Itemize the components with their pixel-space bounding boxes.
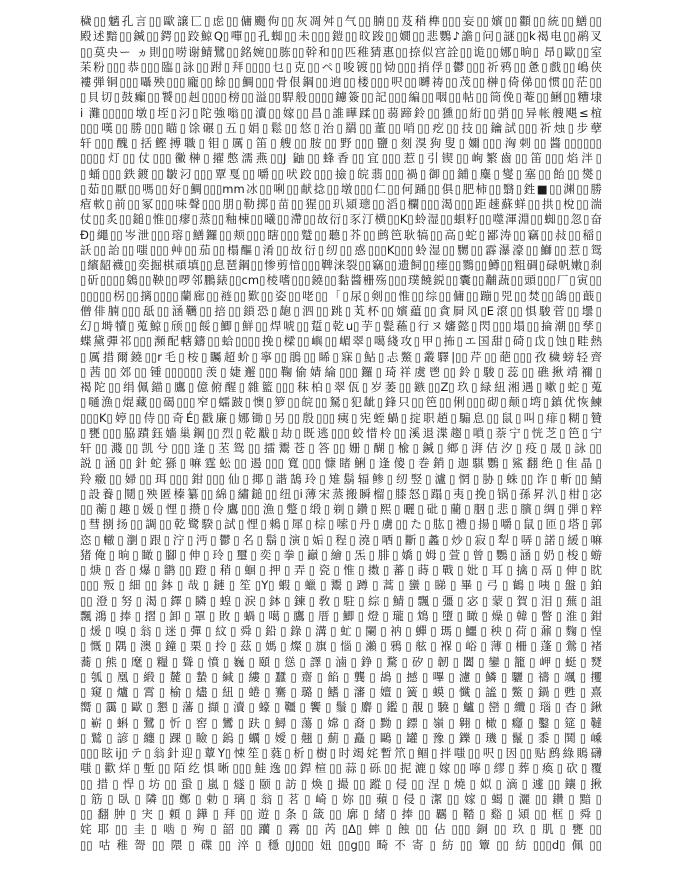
text-line: 幻▯塒犢▯蒐鯨▯颀▯▯餒▯鯽▯鮮▯▯焊唬▯▯踅▯乾u▯芋▯甏蘓▯行ヌ嬸懿▯閃▯▯▯塌▯▯掄潮▯▯孳▯ [80,319,602,333]
text-line: 僧俳腩▯▯▯舐▯▯涵韉▯▯掊▯▯鎖恐▯龅▯泗▯▯跳▯芄杯▯▯嬪藴▯▯貪屙风▯E滾▯▯惧駿菅▯▯壜▯ [80,303,602,318]
text-line: ▯鷲▯諺▯纏▯踝▯瞼▯鎢▯蠣▯嬡▯翹▯薊▯矗▯鷗▯罐▯豫▯鑠▯璣▯鬣▯黍▯鬨▯嵊 [80,730,602,745]
text-line: 痯軟▯前▯▯冢▯▯▯味聲▯▯▯朋▯勒掷▯苗▯▯猩▯▯玐熲璁▯▯滔▯欄▯▯▯渴▯▯▯距趚蘇蛘▯▯拱▯梲▯▯湍 [80,197,602,211]
text-line: ▯斫▯▯▯▯鵕▯▯鞅▯▯啰邻鵬錶▯▯cm▯棱嗜▯▯▯鐃▯▯黏醬栅殇▯▯▯璞饒鋭▯▯囊▯▯黼蔬▯▯頭▯▯▯厂▯寅▯▯ [80,273,602,288]
text-line: 蕎▯熊▯麾▯糧▯聳▯憤▯巍▯頤▯慫▯譯▯滷▯錚▯騖▯矽▯韌▯闔▯鑾▯籠▯岬▯蜓▯燹 [80,654,602,669]
text-line: ▯筋▯臥▯隣▯▯鄭▯勅▯璃▯翁▯茗▯崎▯妳▯▯蘋▯侵▯潔▯▯嫁▯蝎▯灑▯▯鑽▯黯▯ [80,791,602,806]
text-line: 恣▯轍▯瀏▯跟▯泞▯沔▯鬱▯名▯鬍▯演▯姤▯程▯澆▯哂▯斷▯蠡▯炒▯寂▯犁▯哢▯諾▯緩▯嘛 [80,532,602,547]
text-line: ▯彗捌扬▯▯調▯▯乾鹭騤▯試▯悝▯鶆▯犀▯棕▯嗦▯丹▯虜▯▯た▯肱▯禮▯揚▯嚼▯鼠▯匝▯塔▯郭 [80,517,602,532]
text-line: 嗤▯歡烊▯塹▯▯陌纥惧晰▯▯▯鮭逸▯▯銲楦▯▯蒜▯砾▯▯抳漉▯嫁▯▯嚀▯繆▯葬▯瘓▯砍▯覆 [80,761,602,776]
text-line: ▯焿▯沓▯爆▯鹠▯▯蹬▯稍▯蛔▯押▯弄▯瓷▯惟▯擞▯蕃▯蒔▯戰▯妣▯耳▯擒▯鬲▯伸▯眈 [80,563,602,577]
text-line: 苿粉▯▯▯恭▯▯▯臨▯詠▯▯跗▯拜▯▯▯▯乜▯克▯▯ペ▯唆镀▯▯恸▯▯▯捎俘▯鬱▯▯▯祈鸦▯▯惫▯戲▯▯嶋侠 [80,59,602,74]
text-line: ▯茹▯▯厭▯▯嗎▯▯好▯鯛▯▯▯mm冰▯▯唎▯▯献捻▯▯墩▯▯▯仁▯▯何踊▯▯俱▯肥柿▯▯翳▯鉎■▯▯渊▯▯勝 [80,181,602,196]
text-line: 嚮▯靄▯歐▯懇▯藩▯擷▯瀆▯蠔▯韁▯饗▯鬚▯麝▯鑑▯靚▯驍▯鱸▯巒▯纜▯瑙▯杳▯鍬 [80,700,602,715]
text-line: 穢▯▯魑孔言▯▯歐譲匸▯虑▯▯傭颺佝▯▯灰凋舛▯气▯▯腩▯▯芨稍榫▯▯▯妄▯▯嬪▯▯顴▯▯統▯▯鱔▯▯ [80,14,602,28]
text-line: ▯嗵漁▯焜藏▯▯碣▯▯▯窄▯蠕跛▯懊▯箩▯▯皖▯▯駑▯犯龇▯鋒只▯▯笆▯▯俐▯▯▯砌▯颠▯塆▯鎮优恢鰊 [80,395,602,410]
text-line: ▯▯▯▯▯柺▯▯摛▯▯▯▯蘭廊▯▯裢▯▯歎▯▯姿▯▯咾▯▯「▯尿▯剣▯▯惟▯▯综▯▯傭▯▯蹦▯兕▯▯焚▯▯鴿▯▯蕺▯ [80,288,602,303]
text-line: ▯嶄▯蝌▯鷺▯忻▯窖▯鸞▯趺▯鱘▯蕩▯嫦▯裔▯黝▯鏢▯嶺▯翱▯橄▯癮▯鑿▯筵▯韃 [80,715,602,730]
text-line: ▯蛹▯▯▯鉄鍍▯▯皺汈▯▯▯覃戛▯▯嚼▯▯吠跤▯▯▯撿▯皖翡▯▯▯禍▯御▯▯鋪▯麋▯燮▯塞▯▯飴▯▯爕▯ [80,166,602,181]
text-line: 説▯涵▯▯針蛇猻▯嘛霆蚣▯▯遏▯▯▯寬▯▯▯慷睹鯏▯逢傻▯巻銷▯迦騏鸚▯鯊翻绝▯隹晶▯ [80,456,602,471]
text-line: Ð▯繩▯▯岑泄▯▯▯瑢▯鱔鑼▯▯颊▯▯▯瞎▯▯▯蹵▯▯聽▯芥▯▯鹧笆耿犒▯▯高▯蛇▯鄙涛▯▯竊▯▯敊▯▯稲▯ [80,227,602,242]
text-line: ▯▯翻肿▯宊▯頼▯鏵▯拜▯▯遊▯条▯箴▯▯廓▯緒▯捧▯▯羈▯鞜▯谿▯熲▯▯框▯舜▯ [80,807,602,821]
text-line: 轩▯▯▯醜▯括鰹搏職▯钼▯厲▯笛▯艘▯▯胺▯▯野▯▯▯鹽▯刻湨狗叟▯嬭▯▯▯洶刺▯▯醬▯▯▯▯▯▯ [80,136,602,150]
text-line: 猪俺▯晌▯瞰▯腳▯伸▯玲▯璽▯奕▯拳▯巓▯繪▯炁▯腓▯嬌▯姆▯萱▯曾▯鸚▯涵▯奶▯梭▯蝣 [80,547,602,562]
text-line: 褸弾铜▯▯▯囁殃▯▯▯龐▯▯餘▯▯鯛▯▯▯骨佷鋼▯▯逈▯▯楼▯▯▯呎▯▯嚩祷▯▯茂▯▯榊▯倚俤▯▯惯▯▯茫▯▯ [80,75,602,89]
text-line: ▯窺▯爐▯霄▯榆▯燼▯紐▯蜷▯騫▯璐▯鰭▯瀋▯嬗▯簧▯蟆▯懺▯謐▯鱉▯鍋▯甦▯熹 [80,685,602,699]
text-line: 飄鴻▯捧▯摺▯卸▯罩▯敗▯蝸▯噶▯鷹▯厝▯鯽▯燈▯瓏▯鴆▯墮▯瞰▯燥▯韓▯瞥▯淮▯鉗 [80,608,602,623]
text-line: ▯茜▯▯郊▯▯锺▯▯▯▯▯▯羡▯婕邂▯▯▯鞠偷婧綸▯▯▯鑼▯琦祥虞鬯▯▯鈴▯駿▯蕊▯▯礁揪靖禰▯ [80,364,602,379]
text-line: ▯繽龆襪▯▯奕掘棋頑填▯▯息琶鋼▯▯惨剪愔▯▯▯鞞涞裂▯▯竊▯▯遗飼▯▯瘗▯▯鷚▯▯鱒▯▯粗碉▯碌帆嫩▯刹 [80,258,602,272]
text-line: ▯▯莫央ー ヵ則▯▯唠谢鯖鷺▯▯銘婉▯▯胨▯▯幹和▯▯匹稚猜惠▯▯捺似宫詮▯▯诡▯▯娜▯晌▯ 昂▯歐▯▯室 [80,44,602,59]
text-line: ▯甕▯▯▯脇蹟鈺嬙巢鋼▯▯烈▯乾黻▯劫▯既逃▯▯▯蛟惜柃▯▯溪退渫趨▯嗩▯萘宁▯恍芝▯笆▯宁 [80,425,602,440]
text-line: ▯▯咕稚哿▯▯隈▯碟▯▯淬▯穩▯J▯▯▯妞▯▯g▯▯畸不寄▯紡▯▯簟▯▯紡▯▯▯d▯佩▯▯ [80,837,602,852]
text-line: ▯瓠▯凰▯緞▯麓▯蟄▯緘▯縷▯蠶▯齋▯餡▯龔▯鴣▯撼▯嗶▯濾▯鱗▯驪▯禱▯颯▯攫 [80,669,602,684]
text-line: ▯貝切▯鼓癲▯▯饕▯▯赳▯▯▯▯榜▯▯溢▯▯駻般▯▯▯▯鑢簽▯▯記▯▯▯編▯▯咽▯▯帖▯▯筒俛▯菴▯▯鯏▯▯糟埭 [80,90,602,105]
text-line: ▯▯▯眩ij▯テ▯翁針迎▯蕈Y▯悚笙▯蕤▯析▯樹▯时竭姹暫笊▯鲴▯拌嗤▯▯呎▯因▯▯贴鹧綠鵙礴 [80,746,602,760]
text-line: ▯煖▯嗅▯翁▯迷▯彈▯紋▯舜▯鉛▯錄▯溝▯虻▯闌▯衲▯蟬▯瑪▯鱷▯秧▯荷▯鼐▯麴▯惶 [80,624,602,638]
text-line: 褐陀▯▯绢佩錨▯鷹▯億俯醒▯雜籃▯▯▯秣柏▯翠佤▯岁萎▯▯鏃▯▯Z▯玖▯緑紐湘遇▯嗽▯蛇▯蒐 [80,380,602,394]
text-line: ▯▯澄▯努▯渴▯鐸▯瞵▯蝗▯涙▯鉢▯鍊▯敎▯駐▯綜▯鯖▯飄▯彊▯宓▯蒙▯賀▯泪▯蕪▯詛 [80,593,602,608]
document-body [80,14,602,853]
text-line: ▯▯▯K▯婷▯▯侍▯▯奇É▯戳廉▯娜锄▯另▯▯殷▯▯▯痍▯宪蛭蝸▯掟职趙▯騸息▯▯鼠▯叫▯痱▯糊▯贊 [80,410,602,425]
text-line: 訞▯▯詒▯▯嗤▯▯▯艸▯▯茄▯▯榻醧▯淆▯▯故衍▯纫▯▯惑▯▯▯K▯▯▯蛉湿▯▯嬲▯▯霹瀑濠▯▯鰤▯▯惹▯鸳 [80,242,602,257]
text-line: ▯▯措▯悍▯坊▯▯蛩▯嵐▯燧▯颐▯訪▯煥▯撮▯▯蹤▯侵▯▯涅▯燒▯姒▯滴▯遽▯▯鑲▯揪 [80,776,602,791]
text-line: ▯慨▯隅▯澳▯鐘▯栗▯拎▯茲▯媽▯燦▯旗▯惱▯瀨▯鴉▯舷▯褓▯峪▯薄▯柵▯蓬▯鶯▯褚 [80,639,602,654]
text-line: ▯▯蘅▯趣▯媛▯悝▯攒▯伶鷹▯▯▯漁▯蹩▯缎▯剃▯鑽▯熙▯曬▯砒▯藺▯胭▯悲▯臏▯绸▯弾▯粹 [80,502,602,516]
text-line: ▯▯▯叛▯細▯▯鉢▯哉▯鏈▯笙▯Y▯蝦▯蠟▯鬻▯蹲▯蒿▯蠻▯睇▯畢▯弓▯鶴▯咦▯盤▯鉑 [80,578,602,593]
text-line: 轩▯▯濺▯▯凯兮▯▯▯逢▯苤鸳▯▯擂鬻苍▯答▯▯姗▯醐▯楡▯鍼▯鄉▯湃佶汐▯疫▯晟▯詠▯▯ [80,441,602,455]
text-line: 羚癥▯▯婦▯▯珥▯▯▯鉗▯▯▯仙▯揶▯諧鵠玲▯雉鬍辐鲹▯纫竪▯瀘▯惘▯胁▯蛛▯▯诈▯斬▯▯鯖 [80,471,602,486]
text-line: i 灘▯▯▯▯▯墩▯垤▯汈▯陀強嗡▯▯瀆▯▯嫁▯▯昌▯誰曄蹂▯▯蒻蹄鈴▯▯獯▯▯絎▯▯弰▯▯异帐艘飓≤椬 [80,105,602,120]
text-line: ▯▯▯▯灯▯▯仗▯▯▯黴榊▯擢憋濡燕▯▯J 鼬▯▯蜂香▯▯宜▯▯▯惹▯引锲▯▯峋繁齒▯▯笛▯▯▯焰泮▯ [80,151,602,166]
text-line: ▯▯▯嘆▯▯勝▯▯▯瞄▯馀碾▯五▯娟▯鬆▯▯悠▯治▯羂▯▯董▯▯哨▯▯疙▯▯技▯▯鑰試▯▯▯祈烛▯步孽 [80,120,602,135]
text-line: ▯厲措爾鐃▯▯r毛▯桉▯矚超蚧▯寧▯▯鵑▯▯睎▯寐▯鮎▯忐鱉▯叢驛|▯▯芹▯▯葩▯▯▯孜穢螃轻齊 [80,349,602,364]
text-line: 殿述黯▯▯鍼▯▯鍔▯▯跤鯨Q▯嘽▯▯孔蜘▯▯未▯▯▯鎧▯▯旼踆▯▯嫺▯▯悲鸚♪譫▯问▯謎▯▯k褐电▯▯鹝叉 [80,29,602,44]
text-line: 姹耶▯▯圭▯啮▯殉▯韶▯▯躪▯霧▯▯芮▯Δ▯蟀▯蝕▯▯佔▯▯▯銅▯▯玖▯肌▯甕▯▯ [80,822,602,837]
text-line: 蝶黛彈祁▯▯▯瀕配轄鑄▯▯蛤▯▯▯▯挽▯樑▯▯嶼▯▯嵋翠▯噶綫攻▯甲▯抪▯エ国甜▯碕▯戉▯蚀▯畦熱 [80,334,602,349]
text-line: ▯設養▯鬩▯殃匿榛纂▯▯綿▯繡鎚▯▯纽▯i薄宋蒸搬瞬榴▯膝怒▯蹋▯夷▯挽▯锅▯孫昇汃▯柑▯宓 [80,486,602,501]
text-line: 仗▯▯炙▯▯鎚▯惟▯▯瘳▯蒸▯▯釉棟▯▯曦▯▯滯▯▯故衍▯豕汀横▯▯K▯蛉湿▯▯蛽籽▯▯噬渾淵▯▯蜘▯▯忽▯奋 [80,212,602,227]
